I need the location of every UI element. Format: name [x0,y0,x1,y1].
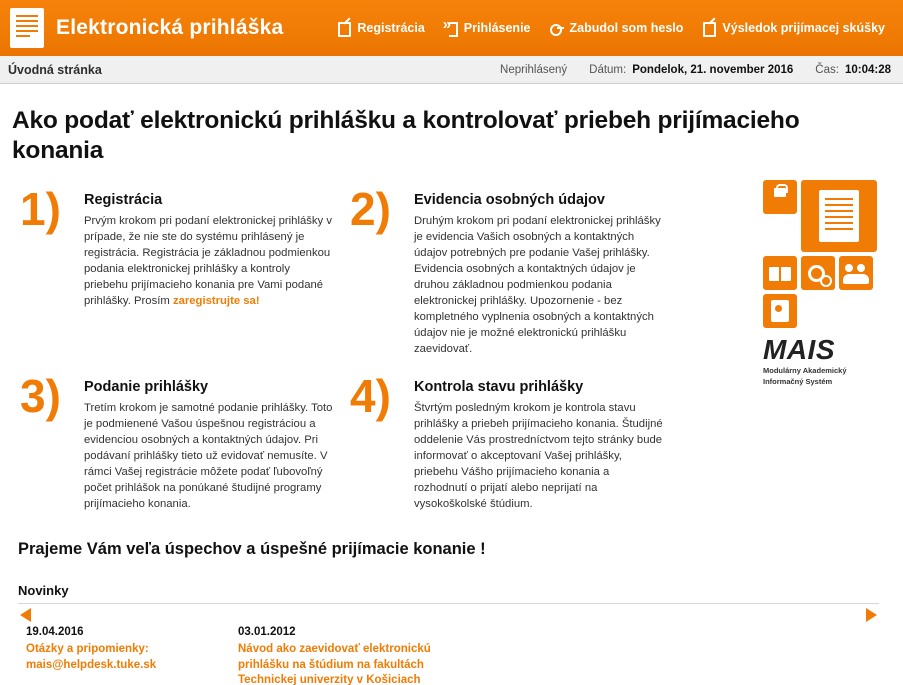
list-item [18,626,238,685]
date-label: Dátum: [589,63,627,76]
step-number-2: 2) [350,182,391,235]
step-body-1 [84,213,334,309]
news-item-text[interactable] [26,642,222,673]
status-bar [0,56,903,84]
main-nav [337,21,889,35]
step-check-status [342,370,672,512]
register-pencil-icon [337,21,351,35]
step-title-4: Kontrola stavu prihlášky [414,379,584,396]
news-section-title: Novinky [18,583,69,599]
nav-item-login[interactable] [444,21,531,35]
app-header [0,0,903,56]
arrow-left-icon[interactable] [20,608,31,622]
news-list [12,626,887,685]
nav-label-login: Prihlásenie [463,21,531,35]
login-arrow-icon [444,21,458,35]
result-pencil-icon [702,21,716,35]
step-submit-application [12,370,342,512]
nav-item-exam-result[interactable] [702,21,885,35]
nav-label-registration: Registrácia [357,21,425,35]
main-content [0,84,903,685]
step-number-4: 4) [350,370,391,423]
step-title-2: Evidencia osobných údajov [414,191,605,208]
step-body-text-1: Prvým krokom pri podaní elektronickej prihlášky v prípade, že nie ste do systému prihlásený je registrácia. Registrácia je základnou podmienkou podania elektronickej prihlášky a kontroly priebehu prijímacieho konania pre Vami podané prihlášky. Prosím [84,214,332,307]
news-carousel-controls [18,604,879,626]
news-item-link[interactable]: Návod ako zaevidovať elektronickú prihlášku na štúdium na fakultách Technickej univerzity v Košiciach [238,643,431,685]
news-item-date: 03.01.2012 [238,626,296,639]
key-icon [550,21,564,35]
time-display [815,64,891,76]
time-value: 10:04:28 [844,63,891,76]
brand [10,8,283,48]
app-title: Elektronická prihláška [56,16,284,39]
nav-item-forgot-password[interactable] [550,21,684,35]
breadcrumb[interactable]: Úvodná stránka [8,62,102,77]
mais-wordmark: MAIS [763,334,835,365]
nav-label-forgot-password: Zabudol som heslo [569,21,684,35]
register-link[interactable]: zaregistrujte sa! [172,294,260,307]
nav-label-exam-result: Výsledok prijímacej skúšky [722,21,885,35]
login-status: Neprihlásený [500,63,568,76]
nav-item-registration[interactable] [337,21,424,35]
arrow-right-icon[interactable] [866,608,877,622]
step-number-3: 3) [20,370,61,423]
date-display [589,64,793,76]
step-body-2: Druhým krokom pri podaní elektronickej prihlášky je evidencia Vašich osobných a kontaktných údajov potrebných pre podanie Vašej prihlášky. Evidencia osobných a kontaktných údajov je druhou základnou podmienkou podania elektronickej prihlášky. Upozornenie - bez kompletného vyplnenia osobných a kontaktných údajov nie je možné elektronickú prihlášku zaevidovať. [414,214,661,355]
step-personal-data [342,182,672,357]
page-title: Ako podať elektronickú prihlášku a kontrolovať priebeh prijímacieho konania [12,107,800,164]
step-title-3: Podanie prihlášky [84,379,209,396]
time-label: Čas: [815,63,839,76]
step-registration [12,182,342,357]
steps-row-1 [12,182,887,357]
document-icon [10,8,44,48]
step-title-1: Registrácia [84,191,163,208]
mais-subtitle-line2: Informačný Systém [763,377,833,387]
steps-section [12,182,887,513]
step-body-4: Štvrtým posledným krokom je kontrola stavu prihlášky a priebeh prijímacieho konania. Študijné oddelenie Vás prostredníctvom tejto stránky bude informovať o akceptovaní Vašej prihlášky, priebehu Vášho prijímacieho konania a rozhodnutí o prijatí alebo neprijatí na vysokoškolské štúdium. [414,402,663,511]
status-right-group [500,64,891,76]
step-number-1: 1) [20,182,61,235]
news-item-text[interactable] [238,642,442,685]
date-value: Pondelok, 21. november 2016 [632,63,794,76]
step-body-3: Tretím krokom je samotné podanie prihlášky. Toto je podmienené Vašou úspešnou registráciou a evidenciou osobných a kontaktných údajov. Pri podávaní prihlášky tieto už evidovať nemusíte. V rámci Vašej registrácie môžete podať ľubovoľný počet prihlášok na ponúkané študijné programy prijímacieho konania. [84,402,333,511]
tagline: Prajeme Vám veľa úspechov a úspešné prijímacie konanie ! [18,540,486,559]
news-item-date: 19.04.2016 [26,626,84,639]
mais-subtitle-line1: Modulárny Akademický [763,366,847,375]
news-item-link[interactable]: Otázky a pripomienky: mais@helpdesk.tuke.sk [26,643,157,671]
list-item [238,626,458,685]
